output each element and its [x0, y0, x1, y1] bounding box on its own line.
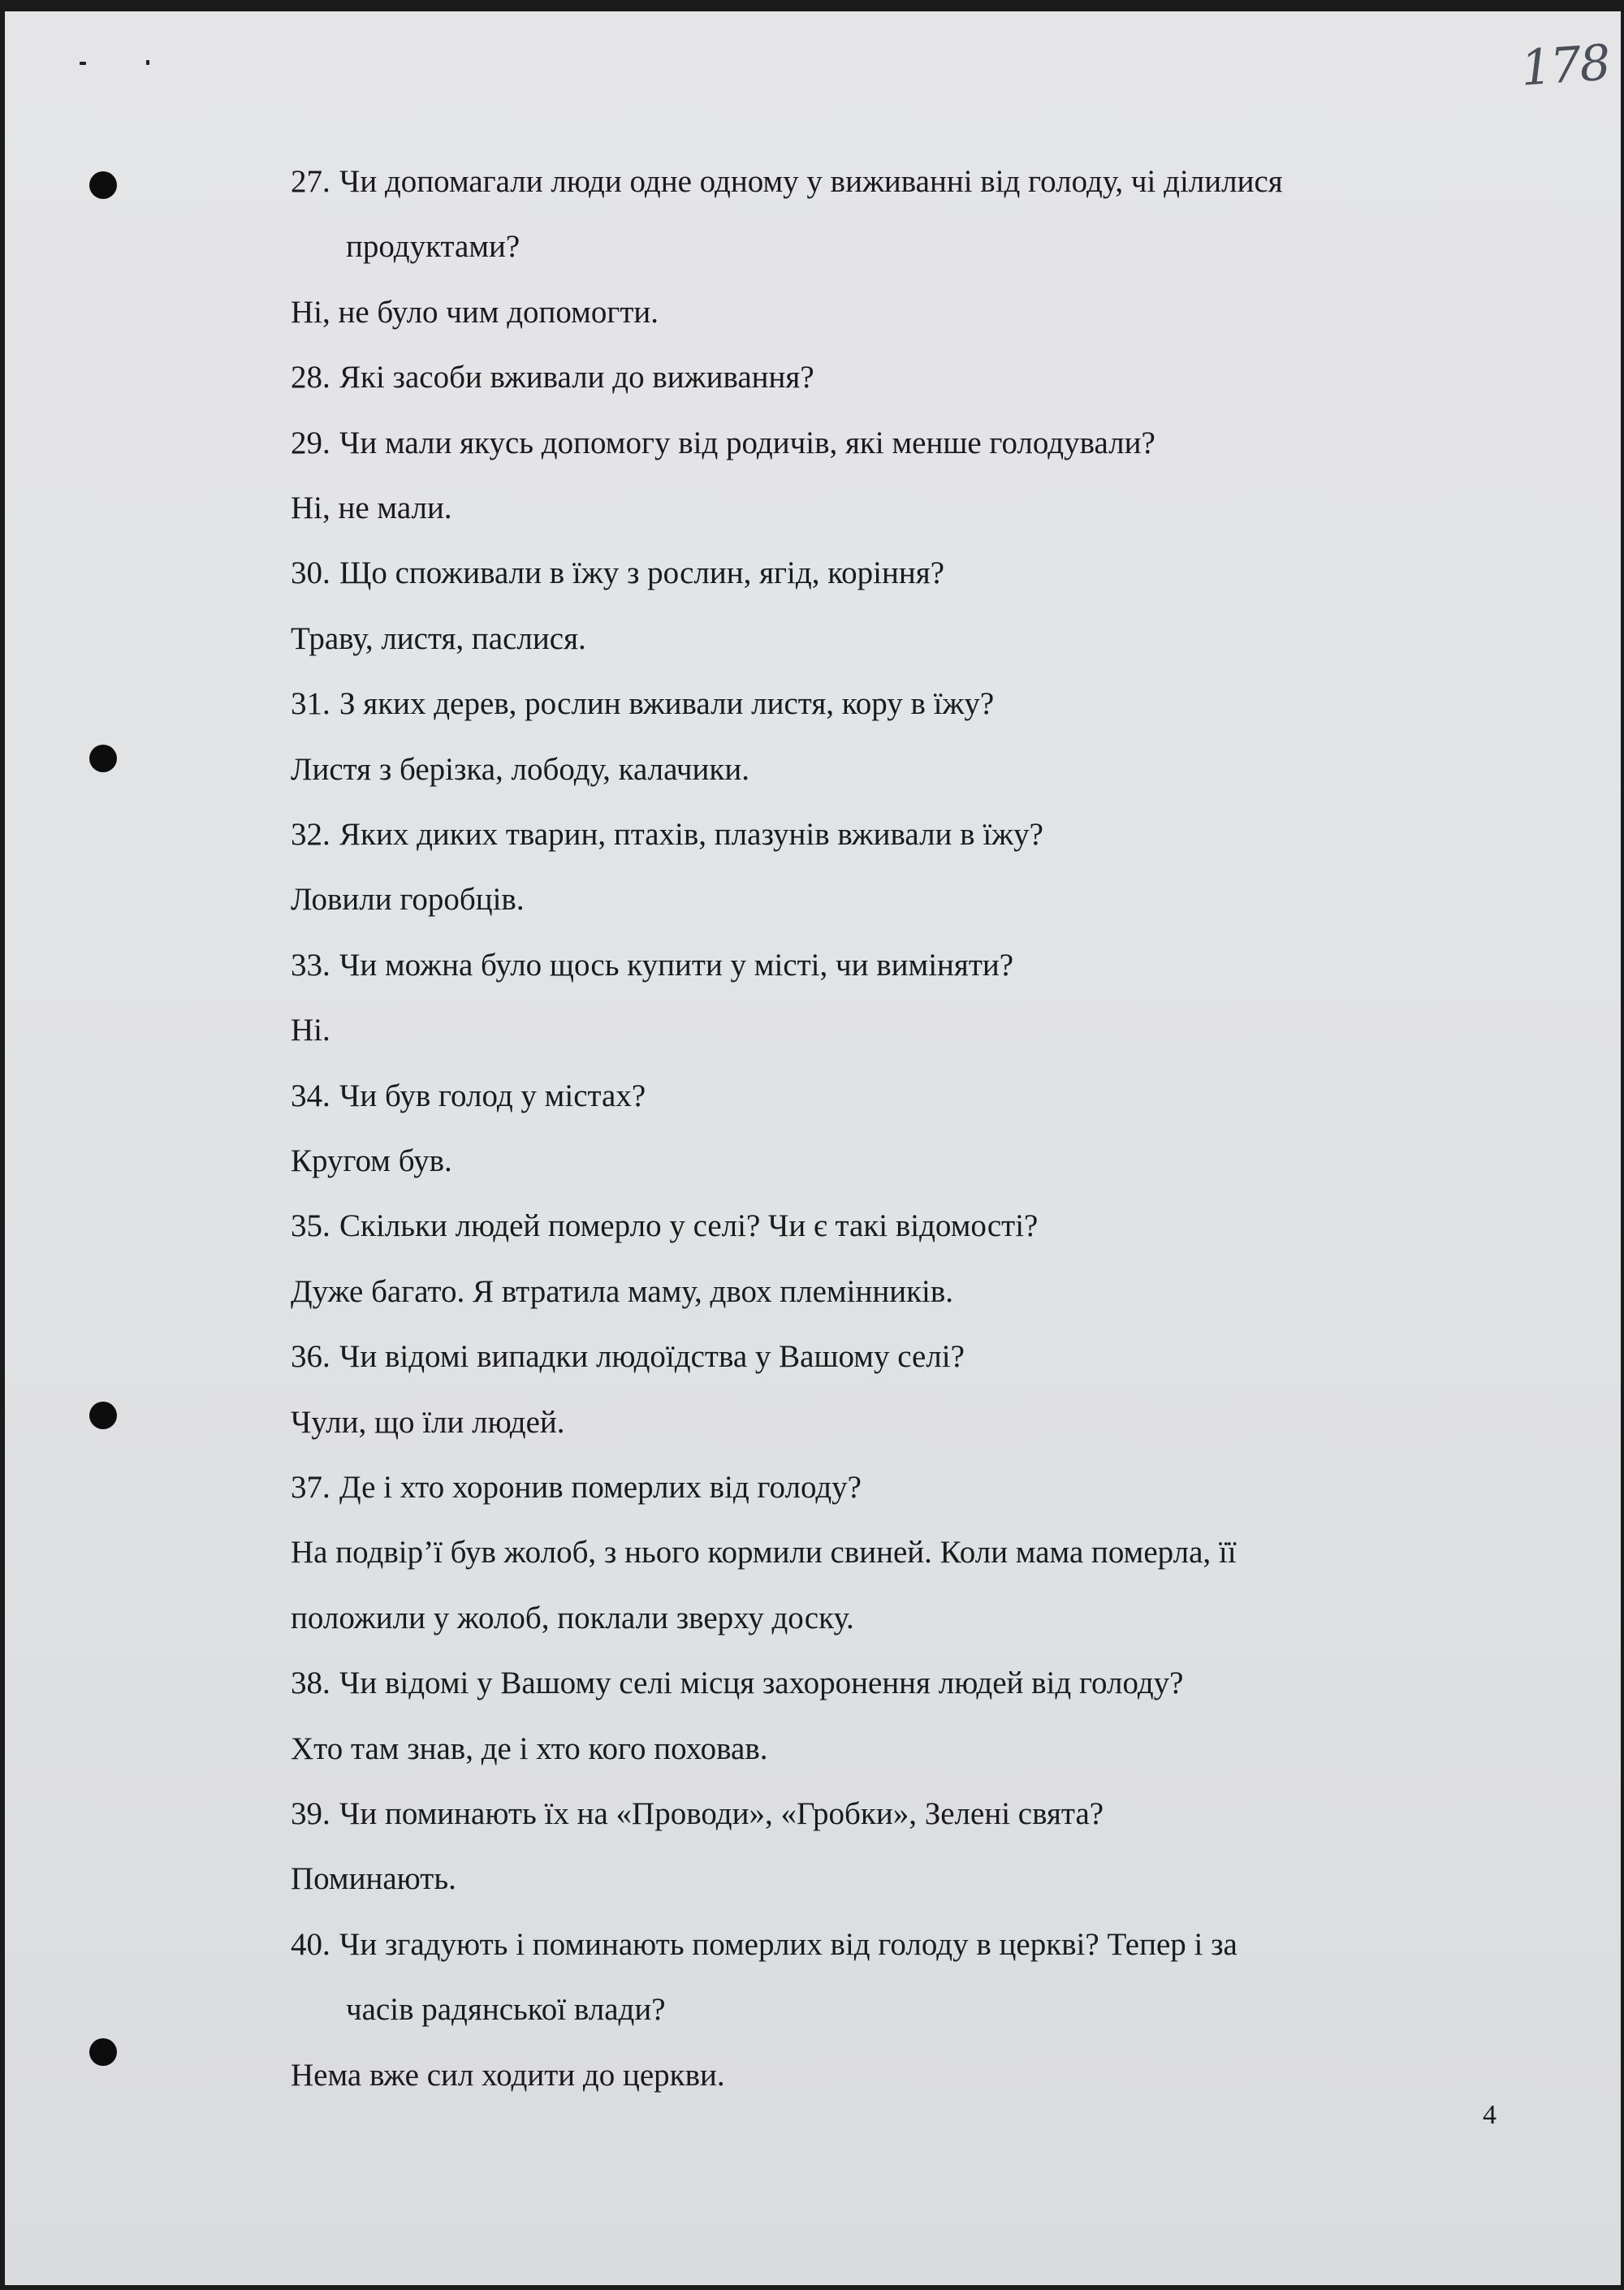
question-line: [291, 819, 1043, 850]
punch-hole: [89, 2038, 117, 2066]
question-text: Чи був голод у містах?: [339, 1078, 646, 1113]
document-page: [5, 11, 1621, 2285]
question-number: 35.: [291, 1208, 330, 1244]
paper-speck: [146, 60, 149, 65]
question-number: 34.: [291, 1078, 330, 1113]
answer-line: Траву, листя, паслися.: [291, 620, 586, 656]
question-number: 32.: [291, 817, 330, 852]
answer-line: Нема вже сил ходити до церкви.: [291, 2057, 725, 2093]
question-text: Чи мали якусь допомогу від родичів, які менше голодували?: [339, 425, 1155, 460]
answer-line: Чули, що їли людей.: [291, 1404, 565, 1440]
question-line: [291, 949, 1013, 981]
punch-hole: [89, 171, 117, 199]
question-number: 37.: [291, 1470, 330, 1505]
question-number: 40.: [291, 1926, 330, 1962]
question-number: 29.: [291, 425, 330, 460]
question-line: [291, 686, 995, 722]
question-line: [291, 166, 1283, 197]
answer-line: Ні, не мали.: [291, 490, 452, 525]
answer-line: Поминають.: [291, 1861, 456, 1897]
punch-hole: [89, 1402, 117, 1429]
answer-line: Кругом був.: [291, 1143, 452, 1178]
question-number: 39.: [291, 1796, 330, 1831]
archive-page-number: 178: [1518, 34, 1611, 97]
question-number: 38.: [291, 1666, 330, 1701]
question-text: Чи згадують і поминають померлих від голоду в церкві? Тепер і за: [339, 1926, 1237, 1962]
question-line: [291, 427, 1155, 459]
question-text: Чи поминають їх на «Проводи», «Гробки», Зелені свята?: [339, 1796, 1104, 1831]
question-text: Чи відомі випадки людоїдства у Вашому селі?: [339, 1339, 965, 1375]
answer-line: Листя з берізка, лободу, калачики.: [291, 751, 749, 787]
question-line: [291, 1471, 862, 1503]
question-text: Яких диких тварин, птахів, плазунів вживали в їжу?: [339, 817, 1043, 852]
answer-line: положили у жолоб, поклали зверху доску.: [291, 1600, 854, 1635]
question-line: [291, 1210, 1038, 1242]
answer-line: Ловили горобців.: [291, 882, 525, 918]
question-line: [291, 1080, 646, 1112]
answer-line: Хто там знав, де і хто кого поховав.: [291, 1730, 768, 1766]
question-number: 31.: [291, 686, 330, 722]
question-line: [291, 361, 814, 393]
page-number: 4: [1483, 2100, 1497, 2130]
question-number: 36.: [291, 1339, 330, 1375]
question-line: [291, 557, 944, 589]
question-text: Чи можна було щось купити у місті, чи виміняти?: [339, 947, 1014, 983]
question-text: З яких дерев, рослин вживали листя, кору в їжу?: [339, 686, 995, 722]
question-text: Які засоби вживали до виживання?: [339, 360, 814, 395]
question-text: Де і хто хоронив померлих від голоду?: [339, 1470, 862, 1505]
question-text: Чи допомагали люди одне одному у виживанні від голоду, чі ділилися: [339, 164, 1283, 199]
question-text: Чи відомі у Вашому селі місця захоронення людей від голоду?: [339, 1666, 1184, 1701]
answer-line: Дуже багато. Я втратила маму, двох племінників.: [291, 1273, 954, 1309]
answer-line: Ні.: [291, 1013, 330, 1048]
question-line: [291, 1667, 1183, 1699]
question-continuation: часів радянської влади?: [346, 1992, 666, 2028]
question-number: 28.: [291, 360, 330, 395]
answer-line: Ні, не було чим допомогти.: [291, 294, 659, 330]
question-continuation: продуктами?: [346, 229, 520, 265]
punch-hole: [89, 745, 117, 772]
paper-speck: [80, 62, 86, 65]
question-line: [291, 1926, 1237, 1962]
question-number: 27.: [291, 164, 330, 199]
question-number: 30.: [291, 555, 330, 591]
question-line: [291, 1798, 1104, 1830]
question-line: [291, 1339, 965, 1375]
question-number: 33.: [291, 947, 330, 983]
answer-line: На подвір’ї був жолоб, з нього кормили свиней. Коли мама померла, її: [291, 1535, 1237, 1571]
question-text: Скільки людей померло у селі? Чи є такі відомості?: [339, 1208, 1039, 1244]
question-text: Що споживали в їжу з рослин, ягід, коріння?: [339, 555, 944, 591]
